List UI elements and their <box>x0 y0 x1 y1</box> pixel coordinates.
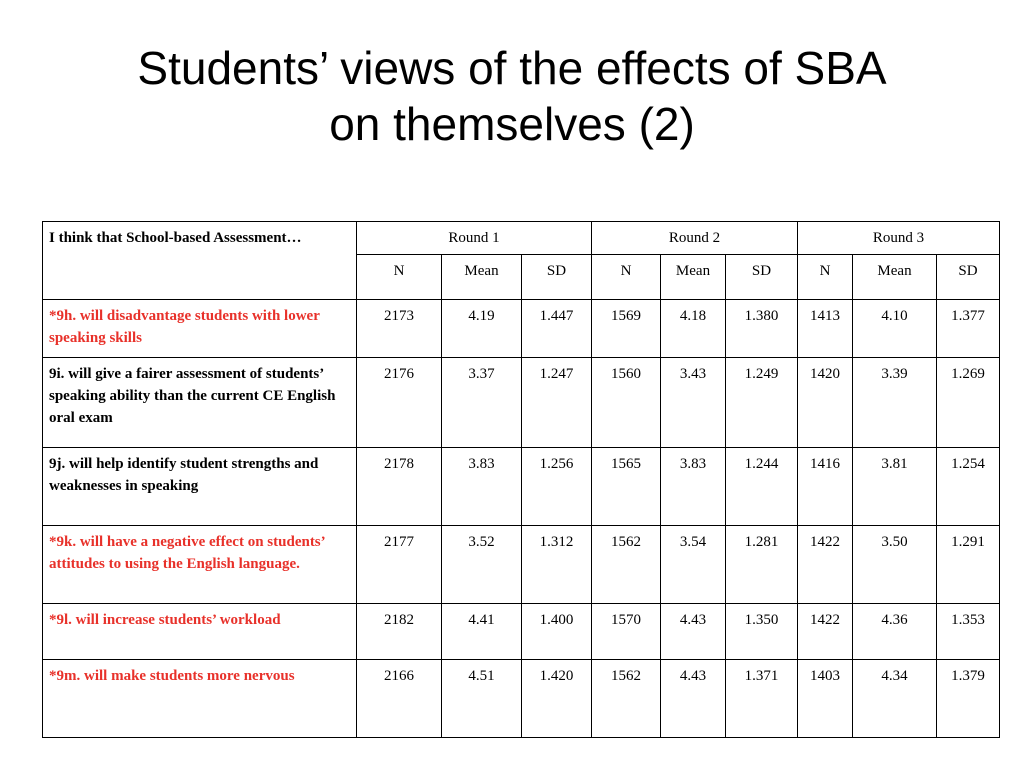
round-1-sd-cell: 1.447 <box>522 300 592 358</box>
round-3-mean-cell: 3.50 <box>853 526 937 604</box>
round-1-header: Round 1 <box>357 222 592 255</box>
round-2-n-cell: 1562 <box>592 526 661 604</box>
slide-title-line-1: Students’ views of the effects of SBA <box>137 42 887 94</box>
round-3-sd-cell: 1.291 <box>937 526 1000 604</box>
round-1-sd-cell: 1.247 <box>522 358 592 448</box>
round-3-n-cell: 1413 <box>798 300 853 358</box>
round-2-n-cell: 1565 <box>592 448 661 526</box>
round-3-sd-cell: 1.353 <box>937 604 1000 660</box>
round-2-mean-cell: 4.18 <box>661 300 726 358</box>
round-3-mean-cell: 4.34 <box>853 660 937 738</box>
round-1-sd-cell: 1.312 <box>522 526 592 604</box>
round-3-sd-cell: 1.254 <box>937 448 1000 526</box>
round-1-sd-cell: 1.400 <box>522 604 592 660</box>
round-3-sd-header: SD <box>937 255 1000 300</box>
round-1-mean-cell: 3.37 <box>442 358 522 448</box>
round-2-header: Round 2 <box>592 222 798 255</box>
round-1-sd-header: SD <box>522 255 592 300</box>
table-row <box>43 300 1000 358</box>
item-column-header: I think that School-based Assessment… <box>43 222 357 300</box>
round-2-sd-cell: 1.244 <box>726 448 798 526</box>
round-2-mean-cell: 4.43 <box>661 660 726 738</box>
round-1-n-cell: 2173 <box>357 300 442 358</box>
table-row <box>43 358 1000 448</box>
round-1-n-cell: 2178 <box>357 448 442 526</box>
round-1-n-cell: 2182 <box>357 604 442 660</box>
round-2-mean-header: Mean <box>661 255 726 300</box>
round-2-n-cell: 1562 <box>592 660 661 738</box>
round-1-n-cell: 2176 <box>357 358 442 448</box>
round-2-sd-cell: 1.350 <box>726 604 798 660</box>
round-3-sd-cell: 1.269 <box>937 358 1000 448</box>
round-3-mean-header: Mean <box>853 255 937 300</box>
round-3-mean-cell: 4.36 <box>853 604 937 660</box>
results-table <box>42 221 1000 738</box>
item-label: 9j. will help identify student strengths and weaknesses in speaking <box>43 448 357 526</box>
round-2-mean-cell: 3.54 <box>661 526 726 604</box>
round-1-n-cell: 2166 <box>357 660 442 738</box>
round-header-row <box>43 222 1000 255</box>
table-row <box>43 604 1000 660</box>
table-body <box>43 300 1000 738</box>
round-3-n-header: N <box>798 255 853 300</box>
table-row <box>43 448 1000 526</box>
round-3-mean-cell: 3.39 <box>853 358 937 448</box>
round-1-mean-cell: 4.41 <box>442 604 522 660</box>
round-1-n-header: N <box>357 255 442 300</box>
item-label: 9i. will give a fairer assessment of students’ speaking ability than the current CE English oral exam <box>43 358 357 448</box>
round-1-mean-cell: 4.19 <box>442 300 522 358</box>
round-2-n-cell: 1560 <box>592 358 661 448</box>
round-1-mean-cell: 4.51 <box>442 660 522 738</box>
table-row <box>43 526 1000 604</box>
round-2-n-cell: 1569 <box>592 300 661 358</box>
round-3-header: Round 3 <box>798 222 1000 255</box>
round-1-sd-cell: 1.420 <box>522 660 592 738</box>
round-1-n-cell: 2177 <box>357 526 442 604</box>
round-3-sd-cell: 1.379 <box>937 660 1000 738</box>
round-2-mean-cell: 3.83 <box>661 448 726 526</box>
round-2-sd-cell: 1.249 <box>726 358 798 448</box>
item-label: *9h. will disadvantage students with lower speaking skills <box>43 300 357 358</box>
round-2-sd-cell: 1.281 <box>726 526 798 604</box>
round-3-n-cell: 1403 <box>798 660 853 738</box>
round-2-sd-header: SD <box>726 255 798 300</box>
round-1-sd-cell: 1.256 <box>522 448 592 526</box>
round-3-n-cell: 1416 <box>798 448 853 526</box>
slide-title-line-2: on themselves (2) <box>329 98 695 150</box>
item-label: *9k. will have a negative effect on students’ attitudes to using the English language. <box>43 526 357 604</box>
round-2-n-header: N <box>592 255 661 300</box>
round-3-sd-cell: 1.377 <box>937 300 1000 358</box>
round-3-n-cell: 1420 <box>798 358 853 448</box>
round-3-mean-cell: 4.10 <box>853 300 937 358</box>
round-1-mean-cell: 3.52 <box>442 526 522 604</box>
round-1-mean-cell: 3.83 <box>442 448 522 526</box>
round-3-n-cell: 1422 <box>798 604 853 660</box>
round-2-sd-cell: 1.371 <box>726 660 798 738</box>
round-2-n-cell: 1570 <box>592 604 661 660</box>
round-1-mean-header: Mean <box>442 255 522 300</box>
item-label: *9m. will make students more nervous <box>43 660 357 738</box>
round-3-n-cell: 1422 <box>798 526 853 604</box>
round-2-mean-cell: 3.43 <box>661 358 726 448</box>
round-2-mean-cell: 4.43 <box>661 604 726 660</box>
slide-title <box>0 40 1024 152</box>
round-2-sd-cell: 1.380 <box>726 300 798 358</box>
table-row <box>43 660 1000 738</box>
item-label: *9l. will increase students’ workload <box>43 604 357 660</box>
round-3-mean-cell: 3.81 <box>853 448 937 526</box>
